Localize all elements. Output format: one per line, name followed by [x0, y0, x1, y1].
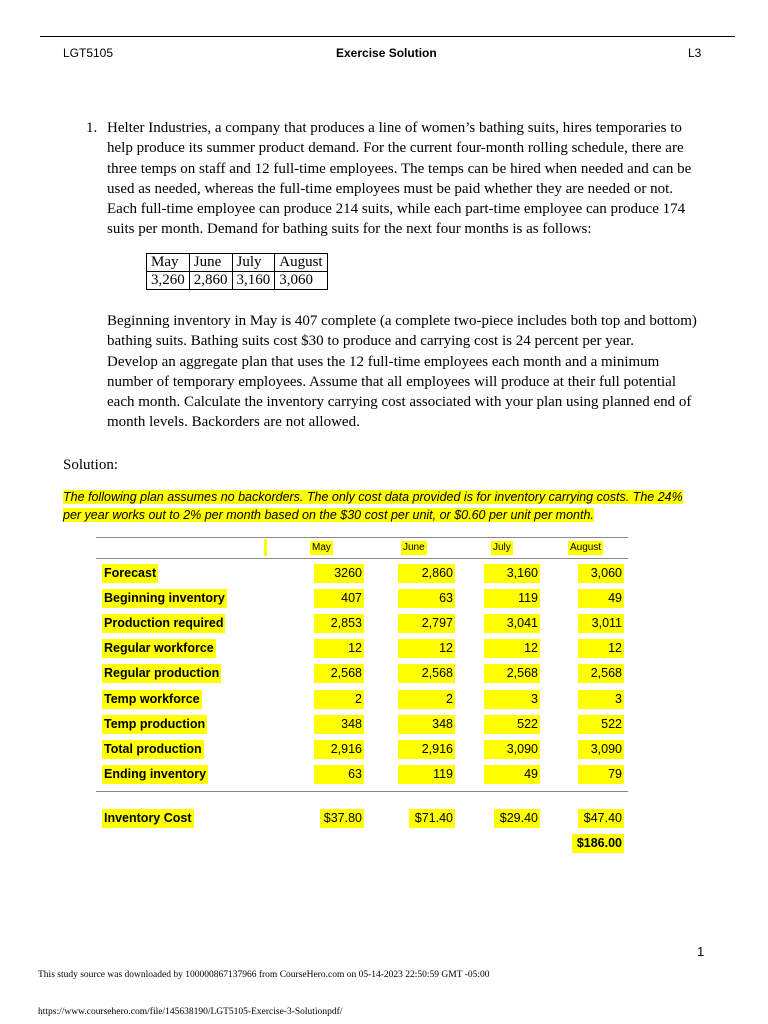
plan-cell: 3,160	[484, 564, 540, 583]
note-line: per year works out to 2% per month based on the $30 cost per unit, or $0.60 per unit per month.	[63, 508, 594, 522]
course-code: LGT5105	[63, 46, 114, 60]
col-header-july: July	[493, 542, 511, 553]
plan-cell: 522	[578, 715, 624, 734]
plan-row-label: Beginning inventory	[102, 589, 227, 608]
plan-cell: 2,916	[314, 740, 364, 759]
plan-cell: 49	[578, 589, 624, 608]
solution-label: Solution:	[63, 457, 119, 473]
demand-value: 2,860	[189, 272, 232, 290]
plan-cell: 119	[398, 765, 455, 784]
plan-cell: 348	[314, 715, 364, 734]
demand-value: 3,260	[147, 272, 190, 290]
col-header-may: May	[312, 542, 331, 553]
plan-row-label: Ending inventory	[102, 765, 208, 784]
plan-header-rule	[96, 558, 628, 559]
note-line: The following plan assumes no backorders. The only cost data provided is for inventory carrying costs. The 24%	[63, 490, 683, 504]
demand-value: 3,060	[275, 272, 327, 290]
plan-cell: 119	[484, 589, 540, 608]
lesson-code: L3	[688, 46, 702, 60]
problem-line: month levels. Backorders are not allowed.	[107, 414, 360, 431]
plan-row-label: Production required	[102, 614, 225, 633]
inventory-cost-total: $186.00	[572, 834, 624, 853]
problem-line: Develop an aggregate plan that uses the 12 full-time employees each month and a minimum	[107, 353, 660, 370]
problem-line: Beginning inventory in May is 407 complete (a complete two-piece includes both top and bottom)	[107, 313, 697, 329]
demand-month: May	[147, 254, 190, 272]
inventory-cost-august: $47.40	[578, 809, 624, 828]
plan-cell: 2	[398, 690, 455, 709]
inventory-cost-label: Inventory Cost	[102, 809, 194, 828]
demand-table	[146, 253, 328, 290]
problem-line: Helter Industries, a company that produces a line of women’s bathing suits, hires temporaries to	[107, 120, 682, 136]
source-url[interactable]: https://www.coursehero.com/file/145638190/LGT5105-Exercise-3-Solutionpdf/	[38, 1007, 343, 1017]
problem-line: suits per month. Demand for bathing suits for the next four months is as follows:	[107, 221, 592, 238]
plan-cell: 12	[314, 639, 364, 658]
plan-cell: 2,568	[578, 664, 624, 683]
demand-header-row	[147, 254, 328, 272]
problem-text	[107, 118, 747, 240]
col-header-june: June	[403, 542, 425, 553]
plan-cell: 2,860	[398, 564, 455, 583]
demand-month: July	[232, 254, 275, 272]
plan-top-rule	[96, 537, 628, 538]
plan-cell: 3260	[314, 564, 364, 583]
plan-cell: 2,568	[484, 664, 540, 683]
header-highlight-mark	[264, 539, 267, 556]
plan-cell: 63	[314, 765, 364, 784]
plan-cell: 12	[484, 639, 540, 658]
plan-row-label: Total production	[102, 740, 204, 759]
inventory-cost-june: $71.40	[409, 809, 455, 828]
problem-line: each month. Calculate the inventory carrying cost associated with your plan using planned end of	[107, 394, 692, 411]
problem-line: number of temporary employees. Assume that all employees will produce at their full potential	[107, 373, 677, 390]
plan-cell: 49	[484, 765, 540, 784]
demand-month: August	[275, 254, 327, 272]
demand-value-row	[147, 272, 328, 290]
plan-cell: 2,568	[314, 664, 364, 683]
plan-cell: 348	[398, 715, 455, 734]
plan-cell: 3,011	[578, 614, 624, 633]
header-rule	[40, 36, 735, 37]
plan-divider	[96, 791, 628, 792]
plan-row-label: Regular production	[102, 664, 221, 683]
problem-text-continued	[107, 311, 747, 433]
problem-number: 1.	[86, 120, 98, 136]
plan-cell: 12	[578, 639, 624, 658]
plan-cell: 2,568	[398, 664, 455, 683]
page-number: 1	[697, 944, 705, 959]
inventory-cost-july: $29.40	[494, 809, 540, 828]
problem-line: bathing suits. Bathing suits cost $30 to produce and carrying cost is 24 percent per year.	[107, 333, 634, 350]
demand-month: June	[189, 254, 232, 272]
plan-cell: 3,090	[484, 740, 540, 759]
solution-note	[63, 488, 753, 524]
plan-cell: 79	[578, 765, 624, 784]
plan-row-label: Forecast	[102, 564, 158, 583]
col-header-august: August	[570, 542, 602, 553]
plan-cell: 2	[314, 690, 364, 709]
plan-cell: 2,797	[398, 614, 455, 633]
plan-cell: 3,041	[484, 614, 540, 633]
document-title: Exercise Solution	[336, 46, 437, 60]
inventory-cost-may: $37.80	[320, 809, 364, 828]
plan-row-label: Temp workforce	[102, 690, 202, 709]
problem-line: used as needed, whereas the full-time employees must be paid whether they are needed or not.	[107, 180, 674, 197]
plan-cell: 2,853	[314, 614, 364, 633]
plan-cell: 3	[484, 690, 540, 709]
plan-row-label: Temp production	[102, 715, 207, 734]
problem-line: three temps on staff and 12 full-time employees. The temps can be hired when needed and can be	[107, 160, 692, 177]
plan-cell: 3	[578, 690, 624, 709]
plan-cell: 63	[398, 589, 455, 608]
plan-row-label: Regular workforce	[102, 639, 216, 658]
plan-cell: 522	[484, 715, 540, 734]
demand-value: 3,160	[232, 272, 275, 290]
problem-line: help produce its summer product demand. For the current four-month rolling schedule, there are	[107, 140, 684, 157]
download-note: This study source was downloaded by 100000867137966 from CourseHero.com on 05-14-2023 22:50:59 GMT -05:00	[38, 970, 490, 980]
plan-cell: 3,090	[578, 740, 624, 759]
plan-cell: 2,916	[398, 740, 455, 759]
plan-cell: 407	[314, 589, 364, 608]
plan-cell: 3,060	[578, 564, 624, 583]
plan-cell: 12	[398, 639, 455, 658]
problem-line: Each full-time employee can produce 214 suits, while each part-time employee can produce 174	[107, 201, 686, 218]
